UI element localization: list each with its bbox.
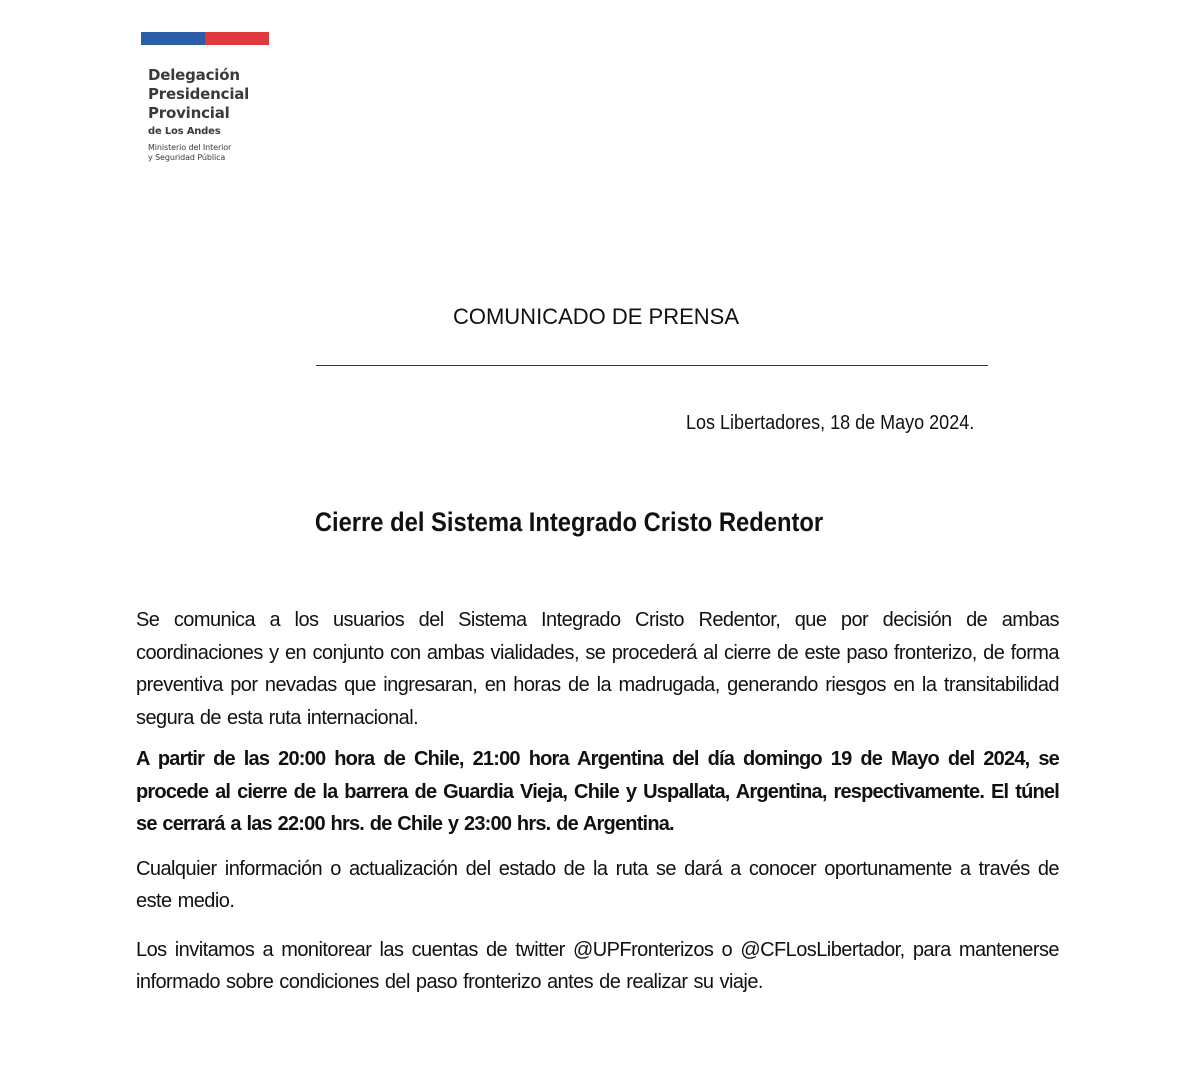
title-divider [316,365,988,366]
logo-line-3: Provincial [148,104,230,122]
paragraph-2: A partir de las 20:00 hora de Chile, 21:00 hora Argentina del día domingo 19 de Mayo del 2024, se procede al cierre de la barrera de Guardia Vieja, Chile y Uspallata, Argentina, respectivamente. El túnel se cerrará a las 22:00 hrs. de Chile y 23:00 hrs. de Argentina. [136,748,1059,835]
headline: Cierre del Sistema Integrado Cristo Redentor [314,507,824,537]
flag-blue-segment [141,32,205,45]
paragraph-1: Se comunica a los usuarios del Sistema Integrado Cristo Redentor, que por decisión de ambas coordinaciones y en conjunto con ambas vialidades, se procederá al cierre de este paso fronterizo, de forma preventiva por nevadas que ingresaran, en horas de la madrugada, generando riesgos en la transitabilidad segura de esta ruta internacional. [136,609,1059,729]
logo-line-1: Delegación [148,66,240,84]
document-body [136,604,1059,999]
paragraph-4: Los invitamos a monitorear las cuentas de twitter @UPFronterizos o @CFLosLibertador, para mantenerse informado sobre condiciones del paso fronterizo antes de realizar su viaje. [136,938,1059,993]
flag-red-segment [205,32,269,45]
document-type-title: COMUNICADO DE PRENSA [452,304,740,329]
institution-logo [141,32,271,163]
logo-ministry-line-1: Ministerio del Interior [148,143,232,152]
logo-line-4: de Los Andes [148,126,221,137]
logo-ministry-line-2: y Seguridad Pública [148,153,226,162]
flag-color-bar [141,32,269,45]
dateline: Los Libertadores, 18 de Mayo 2024. [685,412,974,434]
logo-text [148,66,271,163]
paragraph-3: Cualquier información o actualización del estado de la ruta se dará a conocer oportunamente a través de este medio. [136,857,1059,912]
logo-line-2: Presidencial [148,85,250,103]
